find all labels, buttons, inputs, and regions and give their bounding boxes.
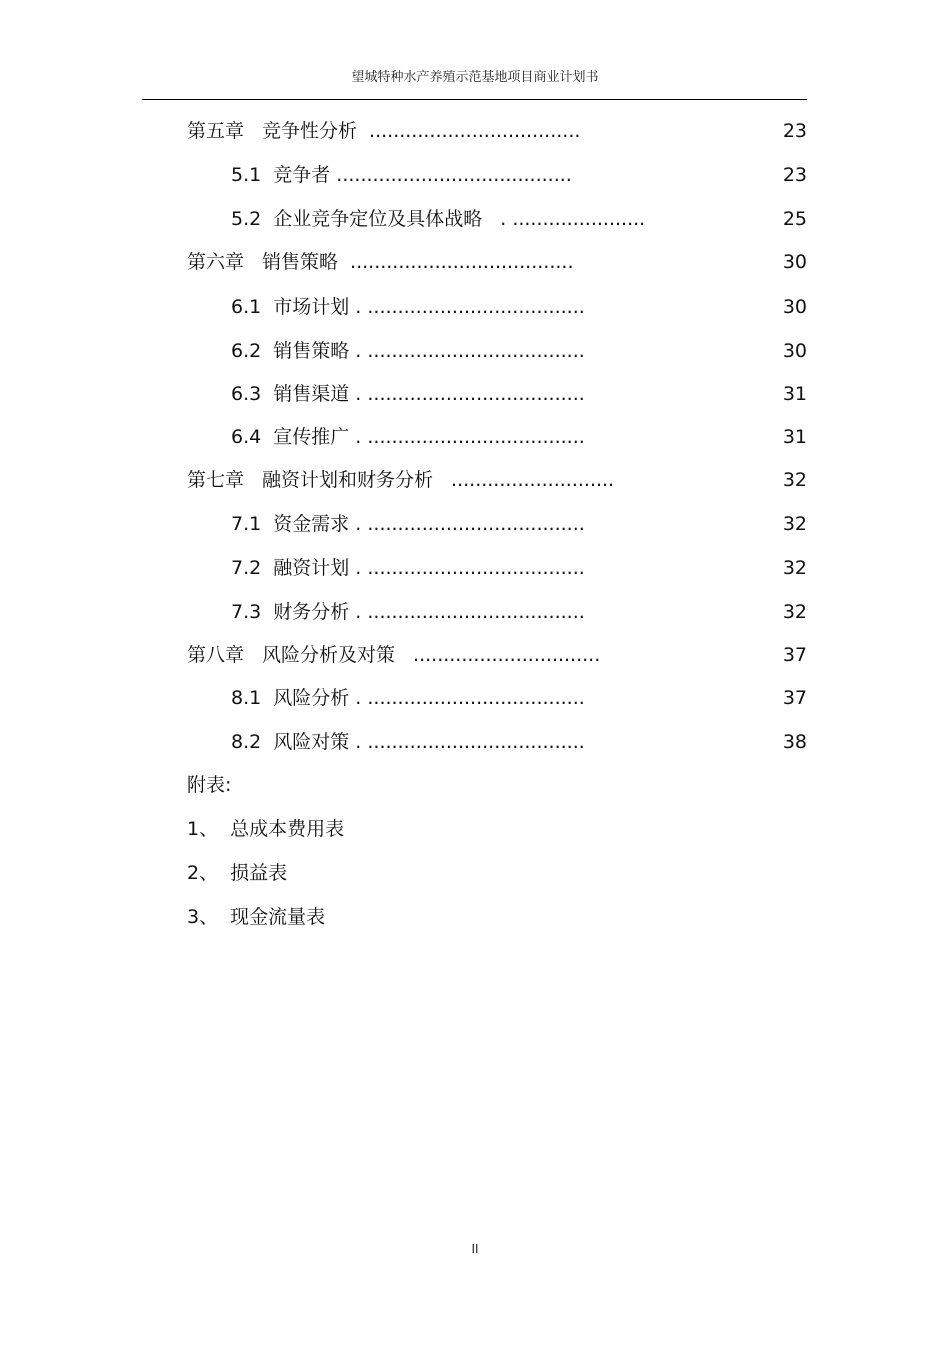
toc-entry-title: 资金需求: [273, 513, 350, 535]
toc-entry[interactable]: [0, 727, 950, 757]
toc-page-number: 30: [782, 340, 807, 362]
toc-leader-dots: ...........................: [451, 469, 615, 491]
toc-leader-dots: . ......................: [500, 208, 646, 230]
toc-page-number: 23: [782, 164, 807, 186]
toc-section-number: 5.1: [231, 164, 262, 186]
toc-page-number: 32: [782, 557, 807, 579]
appendix-item-number: 1、: [187, 818, 219, 840]
toc-leader-dots: . ....................................: [355, 687, 585, 709]
toc-section-number: 5.2: [231, 208, 262, 230]
toc-leader-dots: . ....................................: [355, 340, 585, 362]
toc-entry-title: 融资计划: [273, 557, 350, 579]
toc-entry[interactable]: [0, 553, 950, 583]
toc-page-number: 32: [782, 601, 807, 623]
toc-entry[interactable]: [0, 640, 950, 670]
toc-page-number: 31: [782, 383, 807, 405]
appendix-heading-row: [0, 770, 950, 800]
toc-leader-dots: ...............................: [413, 644, 601, 666]
toc-entry[interactable]: [0, 116, 950, 146]
toc-leader-dots: . ....................................: [355, 296, 585, 318]
toc-leader-dots: . ....................................: [355, 601, 585, 623]
toc-page-number: 25: [782, 208, 807, 230]
toc-entry-title: 销售策略: [273, 340, 350, 362]
toc-entry-title: 销售策略: [262, 251, 339, 273]
appendix-item-title: 现金流量表: [230, 906, 326, 928]
page-number: II: [471, 1242, 479, 1256]
appendix-heading: 附表:: [187, 774, 232, 796]
toc-page-number: 23: [782, 120, 807, 142]
toc-leader-dots: . ....................................: [355, 383, 585, 405]
toc-entry[interactable]: [0, 292, 950, 322]
toc-leader-dots: . ....................................: [355, 731, 585, 753]
toc-entry[interactable]: [0, 204, 950, 234]
toc-entry-title: 宣传推广: [273, 426, 350, 448]
toc-entry[interactable]: [0, 247, 950, 277]
appendix-item[interactable]: [0, 858, 950, 888]
toc-page-number: 30: [782, 296, 807, 318]
toc-entry-title: 风险分析: [273, 687, 350, 709]
toc-entry[interactable]: [0, 465, 950, 495]
toc-section-number: 8.1: [231, 687, 262, 709]
toc-entry[interactable]: [0, 379, 950, 409]
toc-section-number: 6.2: [231, 340, 262, 362]
toc-chapter-number: 第七章: [187, 469, 245, 491]
toc-section-number: 6.4: [231, 426, 262, 448]
toc-page-number: 38: [782, 731, 807, 753]
toc-entry[interactable]: [0, 683, 950, 713]
toc-leader-dots: . ....................................: [355, 426, 585, 448]
toc-entry-title: 市场计划: [273, 296, 350, 318]
toc-page-number: 30: [782, 251, 807, 273]
appendix-item-number: 3、: [187, 906, 219, 928]
appendix-item-title: 损益表: [230, 862, 288, 884]
toc-entry[interactable]: [0, 336, 950, 366]
toc-section-number: 7.1: [231, 513, 262, 535]
toc-entry[interactable]: [0, 422, 950, 452]
toc-leader-dots: .......................................: [336, 164, 572, 186]
toc-leader-dots: ...................................: [369, 120, 581, 142]
toc-entry-title: 风险对策: [273, 731, 350, 753]
toc-entry[interactable]: [0, 509, 950, 539]
appendix-item-title: 总成本费用表: [230, 818, 345, 840]
toc-page-number: 37: [782, 687, 807, 709]
toc-leader-dots: . ....................................: [355, 557, 585, 579]
appendix-item[interactable]: [0, 814, 950, 844]
toc-leader-dots: .....................................: [350, 251, 574, 273]
running-header: 望城特种水产养殖示范基地项目商业计划书: [351, 70, 599, 85]
toc-section-number: 7.2: [231, 557, 262, 579]
toc-entry-title: 销售渠道: [273, 383, 350, 405]
toc-page-number: 32: [782, 469, 807, 491]
toc-section-number: 6.1: [231, 296, 262, 318]
toc-section-number: 7.3: [231, 601, 262, 623]
toc-entry-title: 风险分析及对策: [262, 644, 396, 666]
toc-entry-title: 财务分析: [273, 601, 350, 623]
toc-section-number: 8.2: [231, 731, 262, 753]
toc-chapter-number: 第五章: [187, 120, 245, 142]
appendix-item-number: 2、: [187, 862, 219, 884]
toc-page-number: 32: [782, 513, 807, 535]
toc-entry-title: 竞争者: [273, 164, 331, 186]
toc-chapter-number: 第八章: [187, 644, 245, 666]
toc-entry-title: 企业竞争定位及具体战略: [273, 208, 483, 230]
toc-page-number: 37: [782, 644, 807, 666]
toc-section-number: 6.3: [231, 383, 262, 405]
toc-entry-title: 竞争性分析: [262, 120, 358, 142]
toc-page-number: 31: [782, 426, 807, 448]
toc-entry-title: 融资计划和财务分析: [262, 469, 434, 491]
toc-entry[interactable]: [0, 160, 950, 190]
toc-chapter-number: 第六章: [187, 251, 245, 273]
toc-entry[interactable]: [0, 597, 950, 627]
toc-leader-dots: . ....................................: [355, 513, 585, 535]
appendix-item[interactable]: [0, 902, 950, 932]
